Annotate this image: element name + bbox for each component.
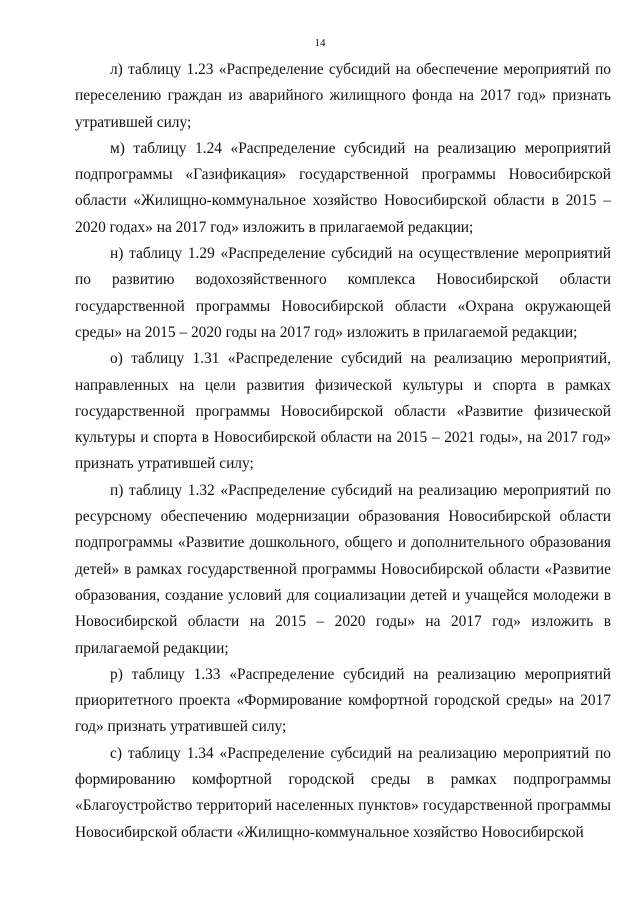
page-number: 14 [314, 37, 326, 49]
document-body [75, 57, 611, 846]
paragraph-p: п) таблицу 1.32 «Распределение субсидий на реализацию мероприятий по ресурсному обеспечению модернизации образования Новосибирской области подпрограммы «Развитие дошкольного, общего и дополнительного образования детей» в рамках государственной программы Новосибирской области «Развитие образования, создание условий для социализации детей и учащейся молодежи в Новосибирской области на 2015 – 2020 годы» на 2017 год» изложить в прилагаемой редакции; [75, 481, 611, 657]
paragraph-l: л) таблицу 1.23 «Распределение субсидий на обеспечение мероприятий по переселению граждан из аварийного жилищного фонда на 2017 год» признать утратившей силу; [75, 61, 611, 131]
paragraph-m: м) таблицу 1.24 «Распределение субсидий на реализацию мероприятий подпрограммы «Газификация» государственной программы Новосибирской области «Жилищно-коммунальное хозяйство Новосибирской области в 2015 – 2020 годах» на 2017 год» изложить в прилагаемой редакции; [75, 139, 611, 236]
paragraph-s: с) таблицу 1.34 «Распределение субсидий на реализацию мероприятий по формированию комфортной городской среды в рамках подпрограммы «Благоустройство территорий населенных пунктов» государственной программы Новосибирской области «Жилищно-коммунальное хозяйство Новосибирской [75, 744, 611, 841]
paragraph-n: н) таблицу 1.29 «Распределение субсидий на осуществление мероприятий по развитию водохозяйственного комплекса Новосибирской области государственной программы Новосибирской области «Охрана окружающей среды» на 2015 – 2020 годы на 2017 год» изложить в прилагаемой редакции; [75, 245, 611, 341]
paragraph-r: р) таблицу 1.33 «Распределение субсидий на реализацию мероприятий приоритетного проекта «Формирование комфортной городской среды» на 2017 год» признать утратившей силу; [75, 665, 611, 736]
paragraph-o: о) таблицу 1.31 «Распределение субсидий на реализацию мероприятий, направленных на цели развития физической культуры и спорта в рамках государственной программы Новосибирской области «Развитие физической культуры и спорта в Новосибирской области на 2015 – 2021 годы», на 2017 год» признать утратившей силу; [75, 350, 611, 473]
